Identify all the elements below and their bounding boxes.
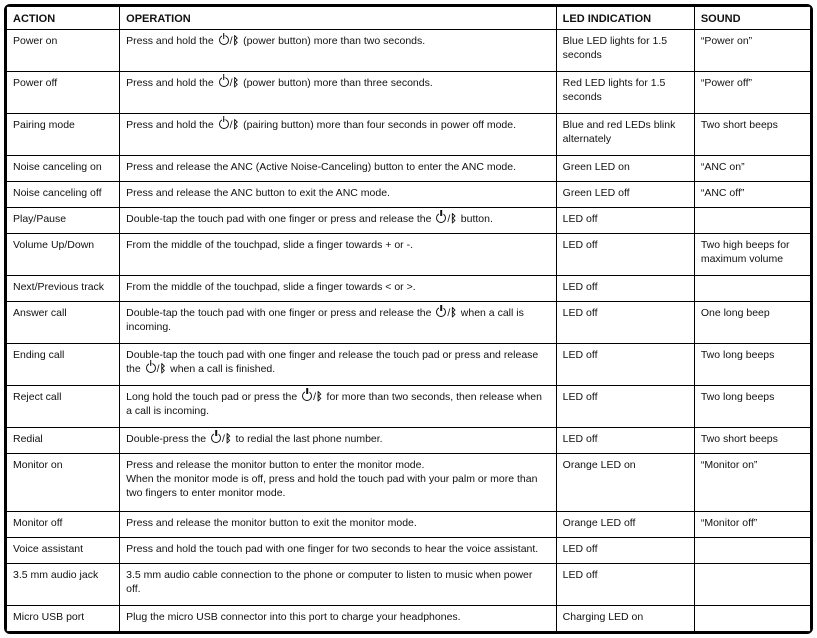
- cell-operation: 3.5 mm audio cable connection to the phone or computer to listen to music when power off.: [120, 563, 557, 605]
- power-icon: [219, 35, 229, 45]
- table-row: [7, 155, 811, 181]
- cell-operation: Press and hold the /ᛒ (power button) more than three seconds.: [120, 71, 557, 113]
- cell-sound: “Monitor on”: [694, 453, 810, 511]
- table-row: [7, 511, 811, 537]
- cell-led-indication: Charging LED on: [556, 605, 694, 631]
- table-row: [7, 605, 811, 631]
- cell-sound: “Power off”: [694, 71, 810, 113]
- cell-action: Redial: [7, 427, 120, 453]
- bluetooth-icon: ᛒ: [316, 390, 323, 403]
- table-row: [7, 343, 811, 385]
- cell-operation: Double-tap the touch pad with one finger or press and release the /ᛒ when a call is incoming.: [120, 302, 557, 344]
- bluetooth-icon: ᛒ: [224, 432, 232, 445]
- table-row: [7, 537, 811, 563]
- cell-sound: “Monitor off”: [694, 511, 810, 537]
- bluetooth-icon: ᛒ: [159, 362, 167, 375]
- table-row: [7, 30, 811, 72]
- table-row: [7, 453, 811, 511]
- header-sound: SOUND: [694, 7, 810, 30]
- cell-sound: [694, 275, 810, 301]
- table-row: [7, 113, 811, 155]
- cell-operation: Press and release the ANC button to exit the ANC mode.: [120, 181, 557, 207]
- cell-sound: Two high beeps for maximum volume: [694, 234, 810, 276]
- cell-sound: [694, 563, 810, 605]
- cell-sound: Two long beeps: [694, 343, 810, 385]
- cell-sound: [694, 207, 810, 233]
- header-row: [7, 7, 811, 30]
- cell-led-indication: Orange LED off: [556, 511, 694, 537]
- cell-action: 3.5 mm audio jack: [7, 563, 120, 605]
- cell-led-indication: Green LED on: [556, 155, 694, 181]
- cell-action: Reject call: [7, 385, 120, 427]
- cell-action: Volume Up/Down: [7, 234, 120, 276]
- cell-operation: From the middle of the touchpad, slide a finger towards + or -.: [120, 234, 557, 276]
- cell-action: Noise canceling on: [7, 155, 120, 181]
- cell-sound: [694, 605, 810, 631]
- cell-operation: Press and hold the touch pad with one finger for two seconds to hear the voice assistant.: [120, 537, 557, 563]
- cell-action: Power off: [7, 71, 120, 113]
- cell-sound: One long beep: [694, 302, 810, 344]
- cell-action: Monitor off: [7, 511, 120, 537]
- bluetooth-icon: ᛒ: [232, 35, 240, 47]
- table-row: [7, 275, 811, 301]
- cell-operation: Double-tap the touch pad with one finger and release the touch pad or press and release the /ᛒ when a call is finished.: [120, 343, 557, 385]
- table-row: [7, 302, 811, 344]
- cell-led-indication: LED off: [556, 563, 694, 605]
- cell-led-indication: Red LED lights for 1.5 seconds: [556, 71, 694, 113]
- cell-action: Micro USB port: [7, 605, 120, 631]
- cell-sound: “ANC off”: [694, 181, 810, 207]
- header-operation: OPERATION: [120, 7, 557, 30]
- table-row: [7, 563, 811, 605]
- bluetooth-icon: ᛒ: [232, 118, 240, 131]
- cell-sound: Two short beeps: [694, 427, 810, 453]
- table-row: [7, 71, 811, 113]
- cell-operation: Plug the micro USB connector into this port to charge your headphones.: [120, 605, 557, 631]
- cell-action: Power on: [7, 30, 120, 72]
- cell-action: Voice assistant: [7, 537, 120, 563]
- cell-sound: [694, 537, 810, 563]
- table-row: [7, 385, 811, 427]
- cell-led-indication: LED off: [556, 427, 694, 453]
- table-row: [7, 427, 811, 453]
- power-icon: [302, 391, 312, 401]
- power-icon: [146, 363, 156, 373]
- power-icon: [211, 433, 221, 443]
- cell-action: Answer call: [7, 302, 120, 344]
- cell-operation: Double-press the /ᛒ to redial the last phone number.: [120, 427, 557, 453]
- cell-led-indication: Blue and red LEDs blink alternately: [556, 113, 694, 155]
- cell-operation: Long hold the touch pad or press the /ᛒ for more than two seconds, then release when a call is incoming.: [120, 385, 557, 427]
- table-row: [7, 181, 811, 207]
- cell-sound: Two long beeps: [694, 385, 810, 427]
- cell-sound: Two short beeps: [694, 113, 810, 155]
- operations-table: [6, 6, 811, 632]
- cell-led-indication: LED off: [556, 537, 694, 563]
- bluetooth-icon: ᛒ: [450, 212, 457, 225]
- operations-table-frame: [4, 4, 813, 634]
- cell-operation: Double-tap the touch pad with one finger or press and release the /ᛒ button.: [120, 207, 557, 233]
- cell-operation: Press and release the monitor button to enter the monitor mode. When the monitor mode is off, press and hold the touch pad with your palm or more than two fingers to enter monitor mode.: [120, 453, 557, 511]
- cell-operation: Press and hold the /ᛒ (pairing button) more than four seconds in power off mode.: [120, 113, 557, 155]
- cell-led-indication: LED off: [556, 343, 694, 385]
- cell-action: Next/Previous track: [7, 275, 120, 301]
- header-led-indication: LED INDICATION: [556, 7, 694, 30]
- power-icon: [436, 213, 446, 223]
- cell-action: Monitor on: [7, 453, 120, 511]
- cell-sound: “ANC on”: [694, 155, 810, 181]
- cell-led-indication: LED off: [556, 234, 694, 276]
- cell-led-indication: LED off: [556, 207, 694, 233]
- cell-led-indication: LED off: [556, 275, 694, 301]
- bluetooth-icon: ᛒ: [232, 76, 240, 89]
- power-icon: [219, 119, 229, 129]
- power-icon: [219, 77, 229, 87]
- cell-led-indication: Orange LED on: [556, 453, 694, 511]
- table-row: [7, 234, 811, 276]
- cell-action: Ending call: [7, 343, 120, 385]
- cell-operation: Press and release the monitor button to exit the monitor mode.: [120, 511, 557, 537]
- cell-action: Pairing mode: [7, 113, 120, 155]
- bluetooth-icon: ᛒ: [450, 307, 457, 319]
- cell-action: Noise canceling off: [7, 181, 120, 207]
- cell-led-indication: Blue LED lights for 1.5 seconds: [556, 30, 694, 72]
- cell-led-indication: Green LED off: [556, 181, 694, 207]
- header-action: ACTION: [7, 7, 120, 30]
- power-icon: [436, 307, 446, 317]
- table-row: [7, 207, 811, 233]
- cell-led-indication: LED off: [556, 302, 694, 344]
- cell-sound: “Power on”: [694, 30, 810, 72]
- cell-operation: Press and hold the /ᛒ (power button) more than two seconds.: [120, 30, 557, 72]
- cell-operation: From the middle of the touchpad, slide a finger towards < or >.: [120, 275, 557, 301]
- cell-action: Play/Pause: [7, 207, 120, 233]
- cell-operation: Press and release the ANC (Active Noise-Canceling) button to enter the ANC mode.: [120, 155, 557, 181]
- table-body: [7, 30, 811, 632]
- cell-led-indication: LED off: [556, 385, 694, 427]
